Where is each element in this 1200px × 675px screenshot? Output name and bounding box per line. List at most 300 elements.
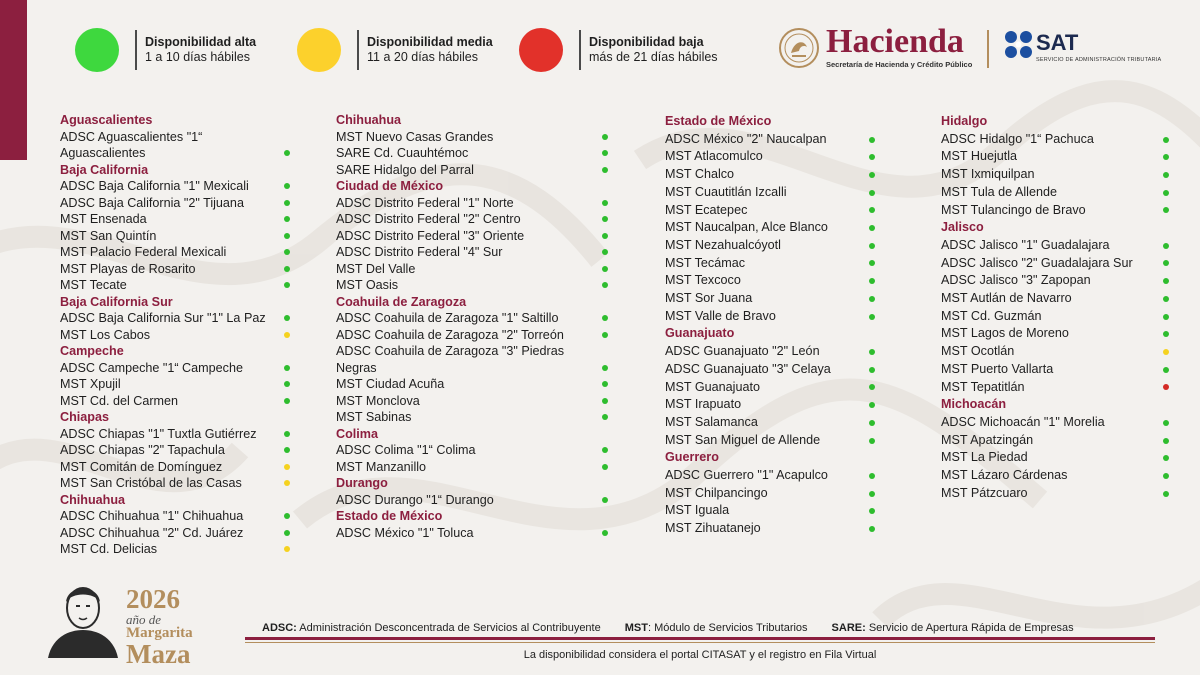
office-name: MST Tepatitlán: [941, 379, 1025, 394]
state-heading: [60, 409, 290, 426]
office-row: [665, 520, 875, 538]
office-row: [665, 184, 875, 202]
office-name: MST Lázaro Cárdenas: [941, 468, 1068, 483]
legend-medium: [297, 28, 519, 72]
office-row: [665, 343, 875, 361]
availability-high-dot-icon: [284, 315, 290, 321]
availability-high-dot-icon: [1163, 491, 1169, 497]
availability-high-dot-icon: [602, 381, 608, 387]
office-row: [336, 145, 606, 162]
legend-title: Disponibilidad baja: [589, 35, 704, 49]
office-row: [941, 325, 1166, 343]
availability-low-dot-icon: [1163, 384, 1169, 390]
sat-logo: [1004, 32, 1161, 63]
availability-high-dot-icon: [869, 260, 875, 266]
availability-high-dot-icon: [869, 367, 875, 373]
office-row: [665, 219, 875, 237]
hacienda-subtitle: Secretaría de Hacienda y Crédito Público: [826, 60, 973, 69]
office-column-1: [60, 112, 290, 558]
availability-high-dot-icon: [284, 513, 290, 519]
availability-high-dot-icon: [602, 134, 608, 140]
availability-high-dot-icon: [869, 278, 875, 284]
availability-high-dot-icon: [284, 381, 290, 387]
office-name: MST Sor Juana: [665, 291, 753, 306]
glossary-adsc: ADSC: Administración Desconcentrada de Servicios al Contribuyente: [262, 622, 601, 634]
availability-high-dot-icon: [284, 183, 290, 189]
office-row: [336, 211, 606, 228]
footer-divider-gold: [245, 642, 1155, 643]
office-name: MST Irapuato: [665, 397, 742, 412]
office-row: [60, 459, 290, 476]
legend-range: más de 21 días hábiles: [589, 50, 718, 64]
availability-high-dot-icon: [602, 414, 608, 420]
state-name: Colima: [336, 426, 378, 441]
availability-high-dot-icon: [602, 233, 608, 239]
office-name: MST Cd. Delicias: [60, 542, 158, 556]
office-row: [60, 195, 290, 212]
office-row: [60, 376, 290, 393]
state-name: Durango: [336, 476, 388, 490]
state-heading: [336, 178, 606, 195]
availability-high-dot-icon: [602, 167, 608, 173]
legend-title: Disponibilidad media: [367, 35, 493, 49]
office-row: [60, 228, 290, 245]
office-row: [665, 290, 875, 308]
availability-high-dot-icon: [602, 282, 608, 288]
state-name: Hidalgo: [941, 114, 988, 128]
office-name: MST Manzanillo: [336, 459, 427, 474]
office-row: [60, 508, 290, 525]
availability-high-dot-icon: [869, 207, 875, 213]
sat-name: SAT: [1036, 30, 1079, 55]
availability-high-dot-icon: [1163, 172, 1169, 178]
state-name: Estado de México: [336, 509, 443, 523]
state-name: Guanajuato: [665, 326, 735, 341]
state-heading: [941, 113, 1166, 131]
office-row: [336, 393, 606, 410]
office-row: [941, 308, 1166, 326]
availability-high-dot-icon: [1163, 260, 1169, 266]
glossary-mst: MST: Módulo de Servicios Tributarios: [624, 622, 808, 634]
office-name: ADSC Baja California "2" Tijuana: [60, 195, 244, 210]
office-row: [336, 343, 606, 360]
availability-high-dot-icon: [1163, 438, 1169, 444]
office-name: ADSC Baja California "1" Mexicali: [60, 179, 249, 193]
eagle-seal-icon: [778, 27, 820, 69]
availability-high-dot-icon: [284, 447, 290, 453]
office-row: [336, 129, 606, 146]
red-dot-icon: [519, 28, 563, 72]
availability-high-dot-icon: [869, 384, 875, 390]
availability-high-dot-icon: [602, 464, 608, 470]
sat-dots-icon: [1004, 30, 1034, 60]
availability-high-dot-icon: [284, 431, 290, 437]
availability-high-dot-icon: [602, 200, 608, 206]
availability-high-dot-icon: [1163, 243, 1169, 249]
state-heading: [336, 475, 606, 492]
sat-subtitle: SERVICIO DE ADMINISTRACIÓN TRIBUTARIA: [1036, 57, 1162, 63]
availability-high-dot-icon: [602, 497, 608, 503]
office-row: [336, 360, 606, 377]
state-heading: [941, 219, 1166, 237]
office-name: ADSC Chiapas "2" Tapachula: [60, 443, 225, 457]
availability-high-dot-icon: [869, 526, 875, 532]
state-heading: [336, 112, 606, 129]
glossary: [262, 622, 1098, 634]
office-name: ADSC Jalisco "1" Guadalajara: [941, 237, 1110, 252]
availability-high-dot-icon: [602, 447, 608, 453]
availability-high-dot-icon: [602, 216, 608, 222]
office-name: MST Pátzcuaro: [941, 485, 1028, 500]
office-row: [665, 432, 875, 450]
office-name: ADSC Durango "1“ Durango: [336, 492, 494, 507]
availability-high-dot-icon: [602, 266, 608, 272]
state-name: Ciudad de México: [336, 179, 444, 193]
availability-high-dot-icon: [284, 266, 290, 272]
office-name: MST Cd. Guzmán: [941, 308, 1042, 323]
office-name: ADSC Guanajuato "2" León: [665, 344, 820, 359]
state-name: Estado de México: [665, 114, 772, 128]
availability-high-dot-icon: [1163, 278, 1169, 284]
state-heading: [60, 492, 290, 509]
office-row: [336, 310, 606, 327]
state-name: Baja California Sur: [60, 294, 173, 309]
legend-range: 11 a 20 días hábiles: [367, 50, 478, 64]
office-name: MST Ecatepec: [665, 202, 748, 217]
state-name: Guerrero: [665, 450, 719, 465]
office-row: [941, 290, 1166, 308]
office-name: MST Comitán de Domínguez: [60, 459, 223, 474]
state-name: Chihuahua: [336, 113, 402, 127]
anniversary-line1: año de: [126, 612, 162, 627]
availability-high-dot-icon: [602, 398, 608, 404]
legend-range: 1 a 10 días hábiles: [145, 50, 250, 64]
margarita-maza-portrait: [38, 578, 128, 658]
office-name: MST Oasis: [336, 278, 399, 292]
office-row: [665, 361, 875, 379]
availability-high-dot-icon: [284, 282, 290, 288]
availability-high-dot-icon: [284, 216, 290, 222]
state-heading: [336, 508, 606, 525]
office-name: MST Monclova: [336, 393, 420, 408]
office-name: MST Nezahualcóyotl: [665, 237, 781, 252]
availability-high-dot-icon: [869, 172, 875, 178]
legend-separator: [135, 30, 137, 70]
office-row: [60, 442, 290, 459]
office-name: MST Cd. del Carmen: [60, 393, 179, 408]
state-name: Campeche: [60, 344, 124, 358]
office-row: [665, 485, 875, 503]
office-name: MST Texcoco: [665, 273, 741, 288]
state-name: Chiapas: [60, 410, 109, 424]
availability-high-dot-icon: [1163, 314, 1169, 320]
office-name: MST Ciudad Acuña: [336, 377, 445, 391]
legend-separator: [579, 30, 581, 70]
availability-high-dot-icon: [869, 491, 875, 497]
office-name: ADSC México "1" Toluca: [336, 525, 474, 540]
office-row: [941, 343, 1166, 361]
office-name: Aguascalientes: [60, 146, 146, 160]
office-row: [336, 244, 606, 261]
office-name: ADSC Distrito Federal "4" Sur: [336, 245, 503, 259]
office-name: MST Lagos de Moreno: [941, 326, 1069, 341]
availability-medium-dot-icon: [284, 332, 290, 338]
availability-high-dot-icon: [1163, 296, 1169, 302]
state-heading: [665, 113, 875, 131]
office-row: [60, 541, 290, 558]
office-name: SARE Hidalgo del Parral: [336, 162, 474, 177]
office-row: [941, 148, 1166, 166]
state-heading: [60, 343, 290, 360]
availability-medium-dot-icon: [284, 546, 290, 552]
office-name: ADSC Guanajuato "3" Celaya: [665, 361, 831, 376]
state-heading: [941, 396, 1166, 414]
office-name: ADSC Coahuila de Zaragoza "3" Piedras: [336, 344, 565, 358]
office-name: MST Iguala: [665, 503, 730, 518]
office-row: [941, 131, 1166, 149]
office-row: [665, 502, 875, 520]
state-name: Jalisco: [941, 220, 984, 235]
office-row: [665, 255, 875, 273]
office-row: [665, 237, 875, 255]
office-name: MST San Quintín: [60, 228, 157, 243]
availability-high-dot-icon: [869, 137, 875, 143]
office-name: ADSC Chiapas "1" Tuxtla Gutiérrez: [60, 426, 257, 441]
office-row: [941, 166, 1166, 184]
office-row: [665, 308, 875, 326]
availability-high-dot-icon: [602, 315, 608, 321]
yellow-dot-icon: [297, 28, 341, 72]
footer-divider: [245, 637, 1155, 640]
legend-title: Disponibilidad alta: [145, 35, 257, 49]
availability-high-dot-icon: [284, 398, 290, 404]
availability-high-dot-icon: [1163, 207, 1169, 213]
state-heading: [336, 294, 606, 311]
office-name: Negras: [336, 360, 377, 375]
office-column-4: [941, 113, 1166, 502]
hacienda-name: Hacienda: [826, 23, 964, 60]
availability-high-dot-icon: [869, 314, 875, 320]
office-name: MST Ensenada: [60, 212, 147, 226]
office-row: [941, 361, 1166, 379]
office-row: [336, 376, 606, 393]
accent-bar: [0, 0, 27, 160]
office-name: ADSC Colima "1“ Colima: [336, 443, 476, 457]
state-heading: [60, 162, 290, 179]
availability-high-dot-icon: [284, 530, 290, 536]
office-name: ADSC Chihuahua "1" Chihuahua: [60, 509, 244, 523]
availability-legend: [75, 28, 718, 72]
office-row: [336, 162, 606, 179]
office-name: SARE Cd. Cuauhtémoc: [336, 146, 469, 160]
office-name: MST San Miguel de Allende: [665, 432, 821, 447]
office-name: MST Sabinas: [336, 410, 412, 424]
availability-high-dot-icon: [869, 420, 875, 426]
availability-high-dot-icon: [869, 402, 875, 408]
office-row: [60, 178, 290, 195]
availability-high-dot-icon: [602, 332, 608, 338]
legend-low: [519, 28, 718, 72]
office-name: ADSC Guerrero "1" Acapulco: [665, 468, 828, 483]
availability-high-dot-icon: [284, 249, 290, 255]
office-row: [665, 414, 875, 432]
office-name: MST Palacio Federal Mexicali: [60, 245, 227, 259]
availability-high-dot-icon: [1163, 420, 1169, 426]
office-name: MST San Cristóbal de las Casas: [60, 476, 242, 490]
office-row: [941, 237, 1166, 255]
office-row: [336, 327, 606, 344]
office-name: ADSC Baja California Sur "1" La Paz: [60, 311, 266, 325]
state-heading: [60, 112, 290, 129]
office-name: MST Tula de Allende: [941, 184, 1057, 199]
office-name: ADSC Coahuila de Zaragoza "1" Saltillo: [336, 311, 559, 325]
anniversary-line3: Maza: [126, 639, 191, 669]
availability-high-dot-icon: [284, 200, 290, 206]
office-name: MST Playas de Rosarito: [60, 261, 196, 276]
office-row: [60, 244, 290, 261]
office-name: ADSC Aguascalientes "1“: [60, 129, 203, 144]
office-name: MST Salamanca: [665, 414, 758, 429]
logo-divider: [987, 30, 989, 68]
availability-high-dot-icon: [869, 508, 875, 514]
availability-high-dot-icon: [869, 225, 875, 231]
availability-medium-dot-icon: [284, 464, 290, 470]
office-row: [665, 467, 875, 485]
office-name: ADSC Distrito Federal "1" Norte: [336, 195, 514, 210]
state-name: Baja California: [60, 162, 149, 177]
office-name: MST Puerto Vallarta: [941, 361, 1054, 376]
office-row: [60, 475, 290, 492]
office-row: [665, 396, 875, 414]
availability-high-dot-icon: [284, 233, 290, 239]
anniversary-line2: Margarita: [126, 625, 193, 641]
office-name: MST La Piedad: [941, 450, 1028, 465]
office-row: [665, 166, 875, 184]
availability-high-dot-icon: [1163, 473, 1169, 479]
office-row: [60, 261, 290, 278]
office-row: [336, 525, 606, 542]
availability-high-dot-icon: [869, 154, 875, 160]
office-name: MST Xpujil: [60, 377, 121, 391]
office-name: MST Huejutla: [941, 149, 1018, 164]
office-name: MST Atlacomulco: [665, 149, 763, 164]
glossary-sare: SARE: Servicio de Apertura Rápida de Empresas: [831, 622, 1074, 634]
office-name: ADSC Distrito Federal "2" Centro: [336, 212, 521, 226]
availability-high-dot-icon: [602, 530, 608, 536]
availability-high-dot-icon: [869, 296, 875, 302]
availability-high-dot-icon: [869, 243, 875, 249]
office-row: [336, 228, 606, 245]
office-name: ADSC Jalisco "3" Zapopan: [941, 273, 1091, 288]
availability-high-dot-icon: [284, 365, 290, 371]
availability-high-dot-icon: [869, 473, 875, 479]
anniversary-title: [126, 586, 193, 668]
availability-high-dot-icon: [284, 150, 290, 156]
office-name: MST Valle de Bravo: [665, 308, 776, 323]
office-column-3: [665, 113, 875, 538]
office-name: ADSC Chihuahua "2" Cd. Juárez: [60, 525, 244, 540]
office-name: MST Chalco: [665, 167, 735, 182]
availability-high-dot-icon: [1163, 190, 1169, 196]
state-heading: [60, 294, 290, 311]
office-name: MST Autlán de Navarro: [941, 291, 1072, 306]
legend-separator: [357, 30, 359, 70]
office-row: [336, 442, 606, 459]
office-column-2: [336, 112, 606, 541]
office-row: [941, 255, 1166, 273]
office-row: [336, 459, 606, 476]
office-row: [941, 272, 1166, 290]
office-name: MST Naucalpan, Alce Blanco: [665, 220, 828, 235]
state-name: Michoacán: [941, 397, 1007, 412]
availability-high-dot-icon: [602, 249, 608, 255]
office-name: ADSC Campeche "1“ Campeche: [60, 360, 243, 375]
office-row: [60, 277, 290, 294]
office-row: [665, 272, 875, 290]
office-row: [60, 525, 290, 542]
office-row: [336, 409, 606, 426]
office-row: [60, 310, 290, 327]
availability-high-dot-icon: [1163, 137, 1169, 143]
office-row: [60, 145, 290, 162]
state-name: Coahuila de Zaragoza: [336, 294, 467, 309]
office-name: MST Zihuatanejo: [665, 521, 761, 536]
availability-medium-dot-icon: [284, 480, 290, 486]
office-name: MST Ocotlán: [941, 344, 1015, 359]
office-name: MST Ixmiquilpan: [941, 167, 1035, 182]
office-row: [60, 211, 290, 228]
office-name: ADSC México "2" Naucalpan: [665, 131, 827, 146]
legend-high: [75, 28, 297, 72]
office-row: [336, 195, 606, 212]
office-row: [60, 327, 290, 344]
availability-high-dot-icon: [1163, 367, 1169, 373]
office-name: MST Chilpancingo: [665, 485, 768, 500]
state-heading: [665, 449, 875, 467]
footnote: La disponibilidad considera el portal CITASAT y el registro en Fila Virtual: [523, 649, 877, 661]
office-row: [941, 449, 1166, 467]
office-name: MST Los Cabos: [60, 327, 151, 342]
office-row: [665, 148, 875, 166]
office-name: ADSC Hidalgo "1“ Pachuca: [941, 131, 1094, 146]
office-name: MST Apatzingán: [941, 432, 1034, 447]
availability-high-dot-icon: [602, 150, 608, 156]
availability-high-dot-icon: [869, 190, 875, 196]
office-name: MST Tecate: [60, 278, 127, 292]
availability-high-dot-icon: [1163, 331, 1169, 337]
office-name: MST Tulancingo de Bravo: [941, 202, 1086, 217]
office-name: MST Nuevo Casas Grandes: [336, 129, 494, 144]
office-row: [60, 129, 290, 146]
office-name: MST Cuautitlán Izcalli: [665, 184, 787, 199]
office-row: [60, 360, 290, 377]
availability-high-dot-icon: [869, 349, 875, 355]
availability-high-dot-icon: [869, 438, 875, 444]
office-row: [665, 131, 875, 149]
office-row: [336, 492, 606, 509]
office-name: ADSC Jalisco "2" Guadalajara Sur: [941, 255, 1133, 270]
anniversary-year: 2026: [126, 584, 180, 614]
office-row: [336, 277, 606, 294]
office-row: [60, 426, 290, 443]
office-row: [941, 485, 1166, 503]
green-dot-icon: [75, 28, 119, 72]
office-name: MST Tecámac: [665, 255, 746, 270]
office-row: [665, 379, 875, 397]
office-name: MST Guanajuato: [665, 379, 760, 394]
office-row: [941, 467, 1166, 485]
availability-medium-dot-icon: [1163, 349, 1169, 355]
